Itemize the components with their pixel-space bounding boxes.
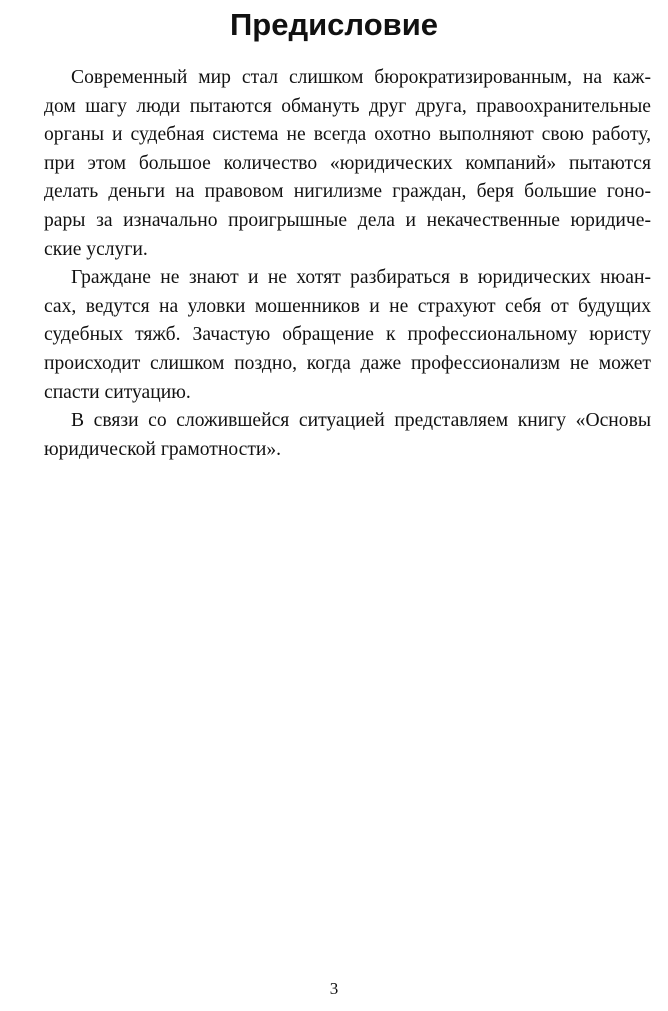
body-text	[17, 64, 651, 464]
text-line: спасти ситуацию.	[44, 381, 191, 403]
text-line: рары за изначально проигрышные дела и некачественные юридиче-	[44, 209, 651, 231]
page-title: Предисловие	[229, 7, 438, 42]
text-line: Граждане не знают и не хотят разбираться в юридических нюан-	[71, 267, 651, 289]
text-line: сах, ведутся на уловки мошенников и не страхуют себя от будущих	[44, 295, 651, 317]
page-number: 3	[329, 979, 339, 998]
text-line: ские услуги.	[44, 238, 148, 260]
paragraph-3	[17, 407, 651, 464]
text-line: юридической грамотности».	[44, 438, 282, 460]
text-line: при этом большое количество «юридических компаний» пытаются	[44, 152, 651, 174]
text-line: В связи со сложившейся ситуацией представляем книгу «Основы	[71, 410, 651, 432]
text-line: делать деньги на правовом нигилизме граждан, беря большие гоно-	[44, 181, 651, 203]
paragraph-2	[17, 264, 651, 407]
text-line: судебных тяжб. Зачастую обращение к профессиональному юристу	[44, 324, 651, 346]
text-line: органы и судебная система не всегда охотно выполняют свою работу,	[44, 124, 651, 146]
text-line: Современный мир стал слишком бюрократизированным, на каж-	[71, 67, 651, 88]
paragraph-1	[17, 64, 651, 264]
text-line: дом шагу люди пытаются обмануть друг друга, правоохранительные	[44, 95, 651, 117]
text-line: происходит слишком поздно, когда даже профессионализм не может	[44, 352, 651, 374]
